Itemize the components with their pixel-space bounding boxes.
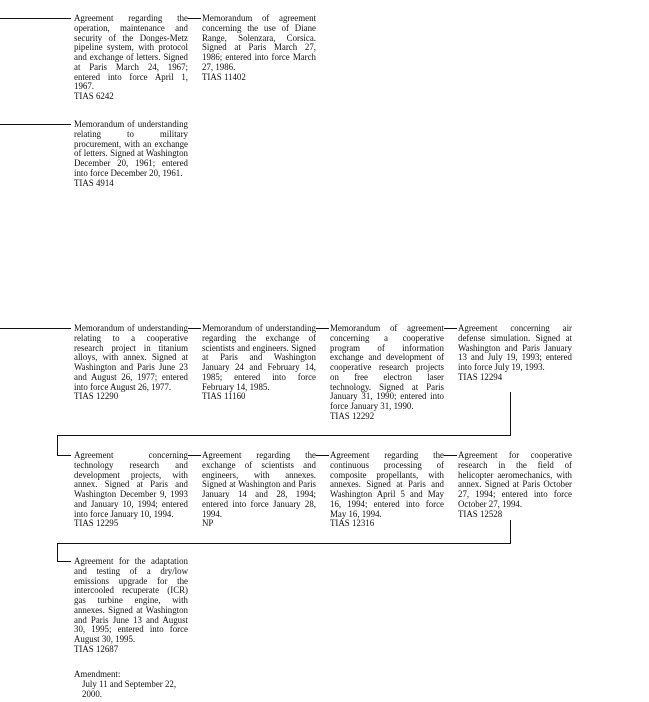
entry-text: Agreement regarding the continuous processing of composite propellants, with annexes. Signed at Paris and Washington April 5 and May 16, 1994; entered into force May 16, 1994. (330, 450, 444, 519)
treaty-entry-titanium-alloys (74, 324, 188, 402)
treaty-entry-technology-research (74, 451, 188, 529)
entry-text: Memorandum of agreement concerning a cooperative program of information exchange and development of cooperative research projects on free electron laser technology. Signed at Paris January 31, 1990; entered into force January 31, 1990. (330, 323, 444, 411)
entry-text: Agreement for cooperative research in the field of helicopter aeromechanics, with annex. Signed at Paris October 27, 1994; entered into force October 27, 1994. (458, 450, 572, 509)
tias-number: TIAS 12316 (330, 518, 375, 529)
treaty-entry-scientists-exchange-1985 (202, 324, 316, 402)
connector-line (444, 328, 457, 329)
connector-line (188, 18, 201, 19)
entry-text: Agreement regarding the exchange of scientists and engineers, with annexes. Signed at Washington and Paris January 14 and 28, 1994; entered into force January 28, 1994. (202, 450, 316, 519)
tias-number: TIAS 12295 (74, 518, 119, 529)
connector-line (57, 561, 71, 562)
connector-line (510, 520, 511, 544)
entry-text: Memorandum of understanding relating to a cooperative research project in titanium alloys, with annex. Signed at Washington and Paris June 23 and August 26, 1977; entered into force August 26, 1977. (74, 323, 188, 392)
treaty-entry-military-procurement (74, 120, 188, 188)
amendment-note (74, 670, 188, 699)
treaty-entry-free-electron-laser (330, 324, 444, 422)
tias-number: TIAS 12294 (458, 371, 503, 382)
treaty-entry-gas-turbine (74, 557, 188, 655)
entry-text: Memorandum of agreement concerning the use of Diane Range, Solenzara, Corsica. Signed at Paris March 27, 1986; entered into force March 27, 1986. (202, 13, 316, 72)
entry-text: Agreement for the adaptation and testing of a dry/low emissions upgrade for the intercooled recuperate (ICR) gas turbine engine, with annexes. Signed at Washington and Paris June 13 and August 30, 1995; entered into force August 30, 1995. (74, 556, 188, 644)
entry-text: Memorandum of understanding regarding the exchange of scientists and engineers. Signed at Paris and Washington January 24 and February 14, 1985; entered into force February 14, 1985. (202, 323, 316, 392)
connector-line (57, 543, 58, 561)
treaty-entry-air-defense-simulation (458, 324, 572, 383)
tias-number: TIAS 12687 (74, 643, 119, 654)
tias-number: TIAS 11160 (202, 391, 246, 402)
connector-line (57, 435, 58, 455)
connector-line (510, 392, 511, 436)
tias-number: TIAS 6242 (74, 91, 114, 101)
connector-line (0, 328, 71, 329)
treaty-entry-donges-metz (74, 14, 188, 102)
entry-text: Agreement regarding the operation, maintenance and security of the Donges-Metz pipeline system, with protocol and exchange of letters. Signed at Paris March 24, 1967; entered into force April 1, 1967. (74, 13, 188, 92)
connector-line (316, 328, 329, 329)
treaty-entry-diane-range (202, 14, 316, 82)
connector-line (188, 328, 201, 329)
connector-line (188, 455, 201, 456)
entry-text: Memorandum of understanding relating to military procurement, with an exchange of letters. Signed at Washington December 20, 1961; entered into force December 20, 1961. (74, 119, 188, 178)
tias-number: TIAS 12290 (74, 391, 119, 402)
treaty-entry-composite-propellants (330, 451, 444, 529)
amendment-date: July 11 and September 22, 2000. (82, 678, 177, 699)
connector-line (57, 543, 511, 544)
tias-number: TIAS 12528 (458, 508, 503, 519)
entry-text: Agreement concerning technology research and development projects, with annex. Signed at Paris and Washington December 9, 1993 and January 10, 1994; entered into force January 10, 1994. (74, 450, 188, 519)
treaty-entry-helicopter-aeromechanics (458, 451, 572, 519)
entry-text: Agreement concerning air defense simulation. Signed at Washington and Paris January 13 and July 19, 1993; entered into force July 19, 1993. (458, 323, 572, 372)
treaty-entry-scientists-exchange-1994 (202, 451, 316, 529)
connector-line (0, 124, 71, 125)
connector-line (444, 455, 457, 456)
connector-line (57, 435, 511, 436)
tias-number: TIAS 4914 (74, 177, 114, 188)
amendment-label: Amendment: (74, 669, 121, 679)
connector-line (57, 455, 71, 456)
tias-number: TIAS 12292 (330, 410, 375, 421)
connector-line (316, 455, 329, 456)
connector-line (0, 18, 71, 19)
tias-number: TIAS 11402 (202, 71, 246, 82)
tias-number: NP (202, 518, 214, 529)
